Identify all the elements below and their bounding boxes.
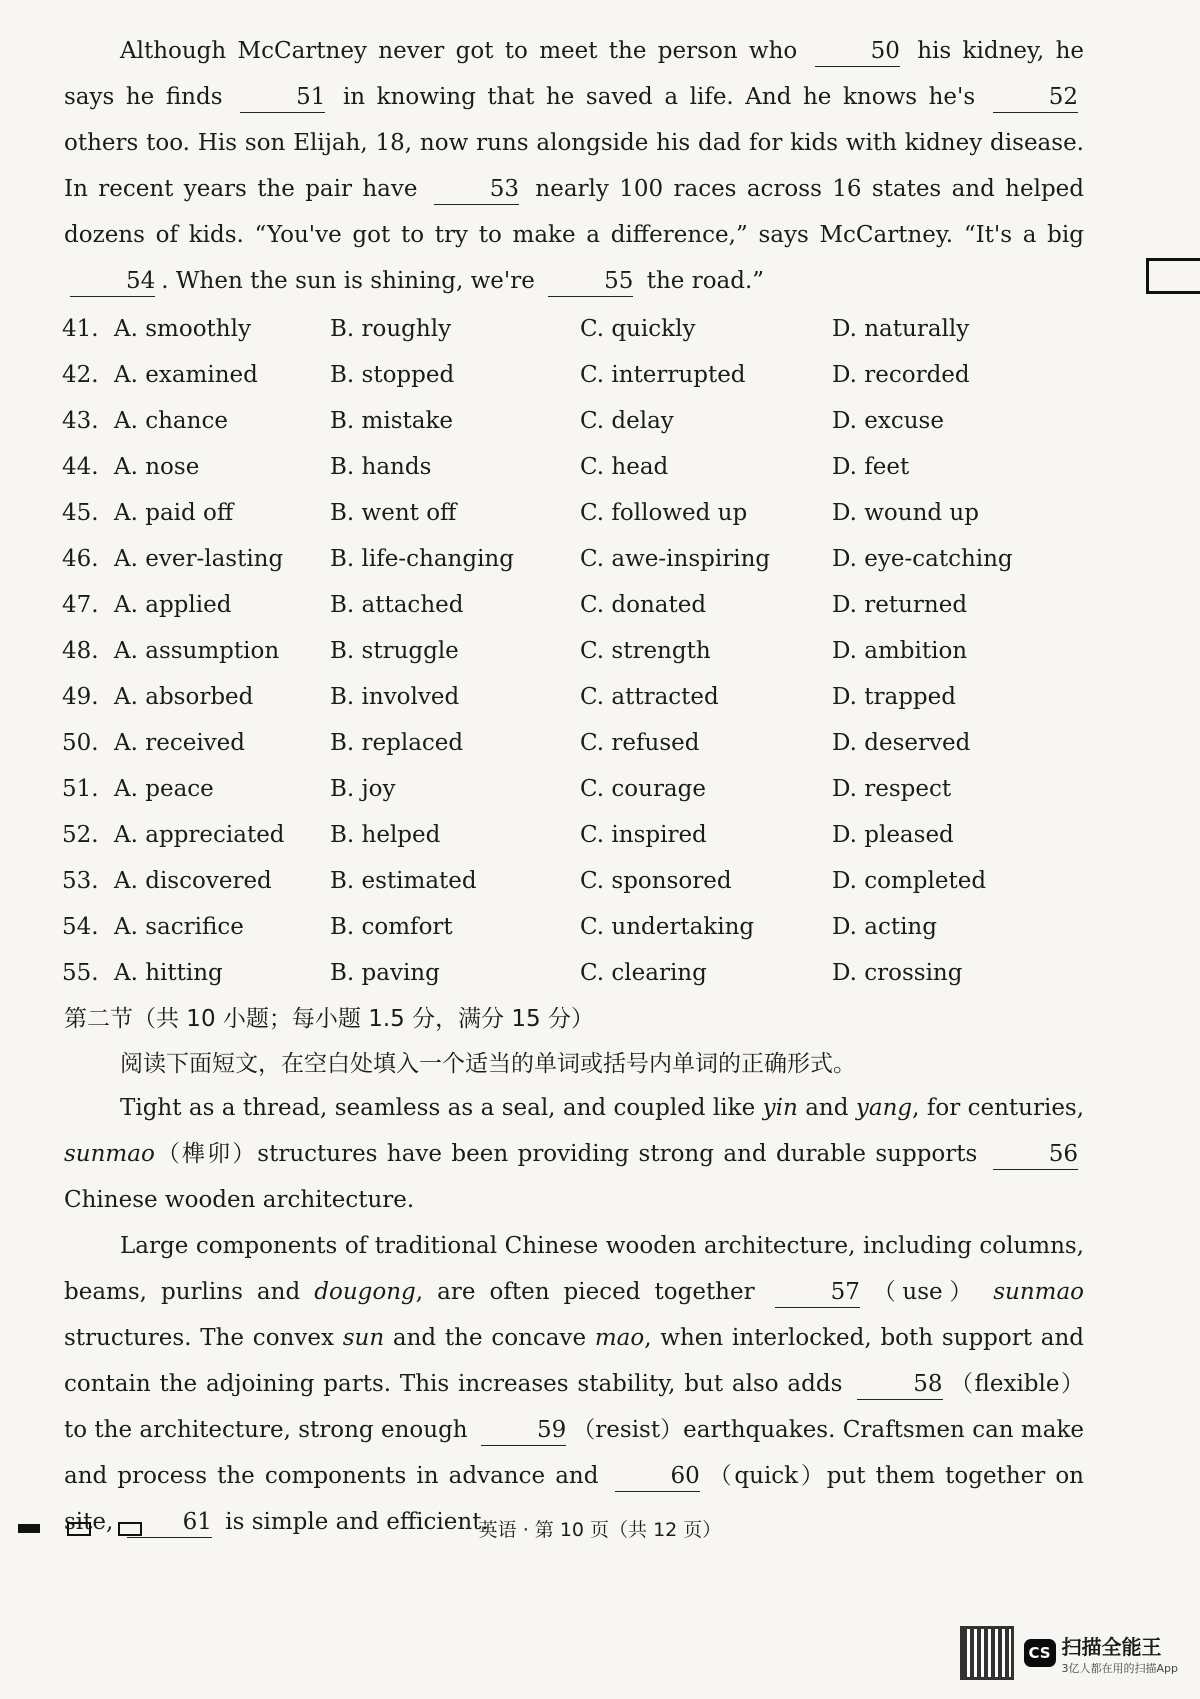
- option-c: C. undertaking: [580, 914, 755, 940]
- option-a: A. peace: [114, 776, 214, 802]
- question-number: 45.: [62, 500, 99, 526]
- option-row: [62, 954, 1102, 1000]
- option-a: A. chance: [114, 408, 228, 434]
- term-sunmao: sunmao: [993, 1279, 1085, 1305]
- option-d: D. wound up: [832, 500, 979, 526]
- text-run: his kidney, he says he finds: [64, 38, 1085, 110]
- option-d: D. naturally: [832, 316, 970, 342]
- option-b: B. joy: [330, 776, 396, 802]
- option-a: A. assumption: [114, 638, 280, 664]
- text-run: （quick）put them together on site,: [64, 1463, 1084, 1535]
- term-sunmao: sunmao: [64, 1141, 155, 1167]
- page-footer: 英语 · 第 10 页（共 12 页）: [478, 1519, 722, 1541]
- text-run: and: [805, 1095, 849, 1121]
- text-run: is simple and efficient.: [225, 1509, 489, 1535]
- option-row: [62, 816, 1102, 862]
- option-b: B. replaced: [330, 730, 464, 756]
- text-run: Tight as a thread, seamless as a seal, and coupled like: [120, 1095, 756, 1121]
- question-number: 48.: [62, 638, 99, 664]
- blank-59: 59: [481, 1415, 566, 1446]
- question-number: 42.: [62, 362, 99, 388]
- text-run: nearly 100 races across 16 states and helped dozens of kids. “You've got to try to make a difference,” says McCartney. “It's a big: [64, 176, 1084, 248]
- option-row: [62, 770, 1102, 816]
- text-run: others too. His son Elijah, 18, now runs alongside his dad for kids with kidney disease. In recent years the pair have: [64, 130, 1084, 202]
- option-a: A. hitting: [114, 960, 223, 986]
- option-c: C. delay: [580, 408, 674, 434]
- option-c: C. head: [580, 454, 669, 480]
- option-row: [62, 632, 1102, 678]
- text-run: in knowing that he saved a life. And he knows he's: [342, 84, 976, 110]
- option-c: C. clearing: [580, 960, 707, 986]
- text-run: （use）: [865, 1279, 980, 1305]
- option-d: D. acting: [832, 914, 937, 940]
- option-d: D. returned: [832, 592, 968, 618]
- option-b: B. struggle: [330, 638, 459, 664]
- scanner-watermark: [960, 1626, 1179, 1680]
- option-row: [62, 724, 1102, 770]
- term-mao: mao: [594, 1325, 645, 1351]
- option-c: C. interrupted: [580, 362, 746, 388]
- blank-51: 51: [240, 82, 325, 113]
- option-row: [62, 678, 1102, 724]
- option-a: A. examined: [114, 362, 258, 388]
- question-number: 54.: [62, 914, 99, 940]
- option-d: D. respect: [832, 776, 952, 802]
- blank-60: 60: [615, 1461, 700, 1492]
- option-d: D. completed: [832, 868, 987, 894]
- option-c: C. strength: [580, 638, 711, 664]
- watermark-name: 扫描全能王: [1061, 1634, 1162, 1659]
- question-number: 52.: [62, 822, 99, 848]
- blank-58: 58: [857, 1369, 942, 1400]
- option-b: B. mistake: [330, 408, 453, 434]
- option-c: C. sponsored: [580, 868, 732, 894]
- text-run: （flexible）to the architecture, strong enough: [64, 1371, 1084, 1443]
- text-run: Chinese wooden architecture.: [64, 1187, 415, 1213]
- option-row: [62, 540, 1102, 586]
- question-number: 47.: [62, 592, 99, 618]
- question-number: 51.: [62, 776, 99, 802]
- option-a: A. applied: [114, 592, 232, 618]
- option-a: A. discovered: [114, 868, 272, 894]
- option-row: [62, 862, 1102, 908]
- option-a: A. received: [114, 730, 246, 756]
- blank-55: 55: [548, 266, 633, 297]
- text-run: Although McCartney never got to meet the person who: [120, 38, 798, 64]
- term-yang: yang: [855, 1095, 913, 1121]
- blank-53: 53: [434, 174, 519, 205]
- blank-50: 50: [815, 36, 900, 67]
- qr-code-icon: [960, 1626, 1014, 1680]
- option-a: A. sacrifice: [114, 914, 244, 940]
- question-number: 53.: [62, 868, 99, 894]
- text-run: Large components of traditional Chinese wooden architecture, including columns, beams, purlins and: [64, 1233, 1084, 1305]
- passage2-paragraph-1: [64, 1085, 1084, 1223]
- text-run: and the concave: [392, 1325, 587, 1351]
- option-c: C. inspired: [580, 822, 707, 848]
- option-c: C. awe-inspiring: [580, 546, 771, 572]
- option-row: [62, 448, 1102, 494]
- option-c: C. refused: [580, 730, 700, 756]
- option-row: [62, 586, 1102, 632]
- options-list: [62, 310, 1102, 1000]
- option-c: C. courage: [580, 776, 706, 802]
- blank-54: 54: [70, 266, 155, 297]
- option-b: B. paving: [330, 960, 440, 986]
- option-d: D. feet: [832, 454, 910, 480]
- option-b: B. life-changing: [330, 546, 514, 572]
- option-b: B. hands: [330, 454, 432, 480]
- question-number: 50.: [62, 730, 99, 756]
- option-b: B. went off: [330, 500, 457, 526]
- question-number: 43.: [62, 408, 99, 434]
- option-d: D. trapped: [832, 684, 956, 710]
- option-c: C. followed up: [580, 500, 748, 526]
- option-d: D. ambition: [832, 638, 968, 664]
- option-a: A. smoothly: [114, 316, 251, 342]
- term-yin: yin: [762, 1095, 798, 1121]
- option-d: D. deserved: [832, 730, 971, 756]
- term-dougong: dougong: [314, 1279, 416, 1305]
- question-number: 44.: [62, 454, 99, 480]
- text-run: structures. The convex: [64, 1325, 334, 1351]
- question-number: 55.: [62, 960, 99, 986]
- option-a: A. paid off: [114, 500, 234, 526]
- text-run: （resist）earthquakes. Craftsmen can make and process the components in advance and: [64, 1417, 1085, 1489]
- option-a: A. absorbed: [114, 684, 254, 710]
- option-d: D. crossing: [832, 960, 963, 986]
- option-d: D. pleased: [832, 822, 954, 848]
- text-run: , when interlocked, both support and contain the adjoining parts. This increases stability, but also adds: [64, 1325, 1085, 1397]
- passage-part2: [64, 1085, 1084, 1545]
- watermark-subtitle: 3亿人都在用的扫描App: [1061, 1661, 1178, 1675]
- passage-part1: [64, 28, 1084, 304]
- question-number: 46.: [62, 546, 99, 572]
- option-a: A. nose: [114, 454, 200, 480]
- blank-56: 56: [993, 1139, 1078, 1170]
- option-b: B. estimated: [330, 868, 477, 894]
- option-row: [62, 494, 1102, 540]
- option-b: B. roughly: [330, 316, 452, 342]
- question-number: 41.: [62, 316, 99, 342]
- option-a: A. appreciated: [114, 822, 285, 848]
- option-c: C. attracted: [580, 684, 719, 710]
- term-sun: sun: [342, 1325, 385, 1351]
- option-b: B. stopped: [330, 362, 455, 388]
- option-d: D. recorded: [832, 362, 970, 388]
- question-number: 49.: [62, 684, 99, 710]
- option-b: B. comfort: [330, 914, 453, 940]
- cs-logo-icon: CS: [1024, 1639, 1056, 1667]
- text-run: , are often pieced together: [415, 1279, 755, 1305]
- text-run: （榫卯）structures have been providing strong and durable supports: [154, 1141, 978, 1167]
- margin-bracket: [1146, 258, 1200, 294]
- option-row: [62, 310, 1102, 356]
- option-row: [62, 908, 1102, 954]
- option-c: C. donated: [580, 592, 707, 618]
- option-b: B. helped: [330, 822, 441, 848]
- text-run: . When the sun is shining, we're: [161, 268, 535, 294]
- blank-52: 52: [993, 82, 1078, 113]
- option-row: [62, 356, 1102, 402]
- passage2-paragraph-2: [64, 1223, 1084, 1545]
- option-a: A. ever-lasting: [114, 546, 284, 572]
- blank-57: 57: [775, 1277, 860, 1308]
- option-b: B. involved: [330, 684, 460, 710]
- option-row: [62, 402, 1102, 448]
- passage-part1-text: [64, 28, 1084, 304]
- blank-61: 61: [127, 1507, 212, 1538]
- option-b: B. attached: [330, 592, 464, 618]
- option-d: D. excuse: [832, 408, 944, 434]
- section-heading: 第二节（共 10 小题；每小题 1.5 分，满分 15 分）: [64, 1006, 594, 1032]
- text-run: the road.”: [646, 268, 765, 294]
- option-d: D. eye-catching: [832, 546, 1013, 572]
- option-c: C. quickly: [580, 316, 696, 342]
- text-run: , for centuries,: [912, 1095, 1085, 1121]
- section-instruction: 阅读下面短文，在空白处填入一个适当的单词或括号内单词的正确形式。: [120, 1051, 856, 1077]
